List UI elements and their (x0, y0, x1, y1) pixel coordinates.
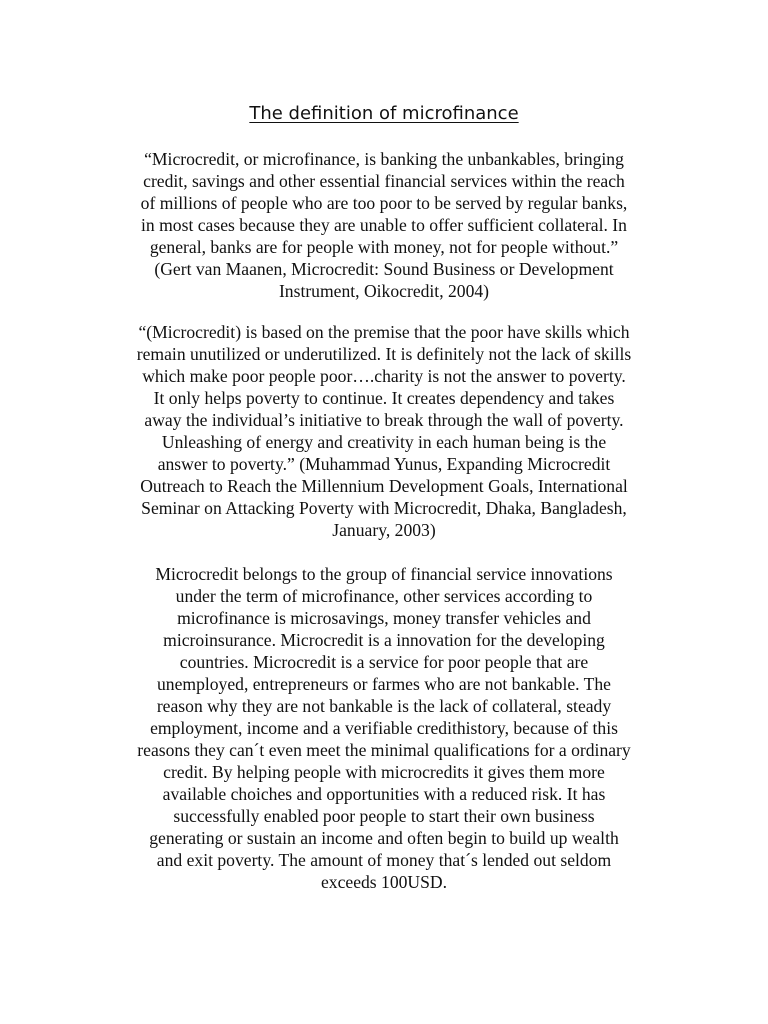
paragraph-line: January, 2003) (332, 520, 436, 540)
paragraph-line: and exit poverty. The amount of money that´s lended out seldom (156, 850, 612, 870)
paragraph-line: microinsurance. Microcredit is a innovation for the developing (163, 630, 605, 650)
paragraph-line: (Gert van Maanen, Microcredit: Sound Business or Development (154, 259, 614, 279)
paragraph-line: “(Microcredit) is based on the premise that the poor have skills which (138, 322, 630, 342)
paragraph-line: unemployed, entrepreneurs or farmes who are not bankable. The (156, 674, 611, 694)
paragraph-line: away the individual’s initiative to break through the wall of poverty. (144, 410, 624, 430)
paragraph-line: credit. By helping people with microcredits it gives them more (163, 762, 605, 782)
paragraph-line: employment, income and a verifiable credithistory, because of this (150, 718, 618, 738)
paragraph-line: Seminar on Attacking Poverty with Microcredit, Dhaka, Bangladesh, (141, 498, 627, 518)
paragraph-quote-yunus (0, 321, 768, 541)
paragraph-line: exceeds 100USD. (320, 872, 448, 892)
paragraph-line: Unleashing of energy and creativity in each human being is the (161, 432, 607, 452)
paragraph-line: Microcredit belongs to the group of financial service innovations (155, 564, 613, 584)
paragraph-line: “Microcredit, or microfinance, is banking the unbankables, bringing (144, 149, 624, 169)
paragraph-line: Instrument, Oikocredit, 2004) (278, 281, 490, 301)
paragraph-line: credit, savings and other essential financial services within the reach (143, 171, 625, 191)
paragraph-line: in most cases because they are unable to offer sufficient collateral. In (141, 215, 627, 235)
paragraph-line: reasons they can´t even meet the minimal qualifications for a ordinary (137, 740, 631, 760)
paragraph-line: general, banks are for people with money, not for people without.” (149, 237, 619, 257)
paragraph-quote-van-maanen (0, 148, 768, 302)
paragraph-line: reason why they are not bankable is the lack of collateral, steady (156, 696, 612, 716)
paragraph-line: available choiches and opportunities with a reduced risk. It has (162, 784, 606, 804)
paragraph-line: successfully enabled poor people to start their own business (173, 806, 595, 826)
paragraph-microcredit-description (0, 563, 768, 893)
paragraph-line: countries. Microcredit is a service for poor people that are (179, 652, 589, 672)
paragraph-line: under the term of microfinance, other services according to (175, 586, 593, 606)
paragraph-line: microfinance is microsavings, money transfer vehicles and (177, 608, 591, 628)
document-title: The definition of microfinance (249, 103, 519, 124)
paragraph-line: Outreach to Reach the Millennium Development Goals, International (140, 476, 628, 496)
paragraph-line: answer to poverty.” (Muhammad Yunus, Expanding Microcredit (157, 454, 611, 474)
paragraph-line: It only helps poverty to continue. It creates dependency and takes (153, 388, 615, 408)
paragraph-line: which make poor people poor….charity is not the answer to poverty. (142, 366, 626, 386)
paragraph-line: generating or sustain an income and often begin to build up wealth (149, 828, 619, 848)
paragraph-line: remain unutilized or underutilized. It is definitely not the lack of skills (136, 344, 632, 364)
paragraph-line: of millions of people who are too poor to be served by regular banks, (140, 193, 628, 213)
